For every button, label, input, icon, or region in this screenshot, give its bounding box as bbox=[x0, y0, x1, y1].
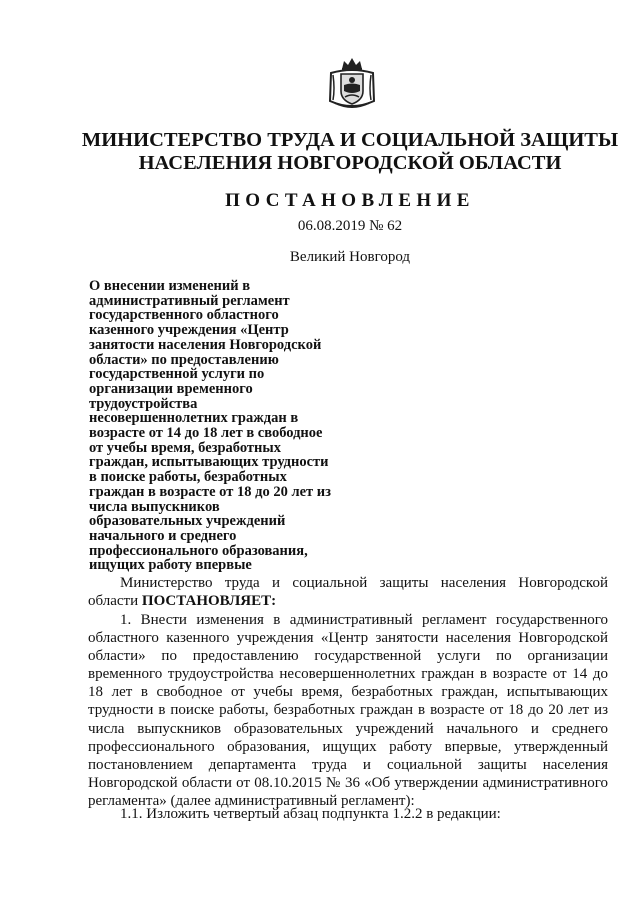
decree-keyword: ПОСТАНОВЛЯЕТ: bbox=[141, 593, 277, 610]
coat-of-arms-icon bbox=[327, 55, 377, 111]
city: Великий Новгород bbox=[289, 249, 411, 265]
document-type-title: ПОСТАНОВЛЕНИЕ bbox=[225, 190, 475, 211]
item-1-paragraph: 1. Внести изменения в административный регламент государственного областного казенного учреждения «Центр занятости населения Новгородской области» по предоставлению государственной услуги по организации временного трудоустройства несовершеннолетних граждан в возрасте от 14 до 18 лет в свободное от учебы время, безработных граждан, испытывающих трудности в поиске работы, безработных граждан в возрасте от 18 до 20 лет из числа выпускников образовательных учреждений начального и среднего профессионального образования, ищущих работу впервые, утвержденный постановлением департамента труда и социальной защиты населения Новгородской области от 08.10.2015 № 36 «Об утверждении административного регламента» (далее административный регламент): bbox=[88, 612, 608, 809]
ministry-name bbox=[60, 129, 640, 175]
ministry-line-2: НАСЕЛЕНИЯ НОВГОРОДСКОЙ ОБЛАСТИ bbox=[138, 152, 562, 174]
subject-heading: О внесении изменений в административный регламент государственного областного казенного учреждения «Центр занятости населения Новгородской области» по предоставлению государственной услуги по организации временного трудоустройства несовершеннолетних граждан в возрасте от 14 до 18 лет в свободное от учебы время, безработных граждан, испытывающих трудности в поиске работы, безработных граждан в возрасте от 18 до 20 лет из числа выпускников образовательных учреждений начального и среднего профессионального образования, ищущих работу впервые bbox=[89, 278, 331, 574]
date-and-number: 06.08.2019 № 62 bbox=[297, 218, 403, 234]
intro-paragraph bbox=[88, 574, 608, 610]
intro-text: Министерство труда и социальной защиты населения Новгородской области bbox=[88, 575, 608, 610]
ministry-line-1: МИНИСТЕРСТВО ТРУДА И СОЦИАЛЬНОЙ ЗАЩИТЫ bbox=[81, 129, 619, 151]
item-1-1-paragraph: 1.1. Изложить четвертый абзац подпункта 1.2.2 в редакции: bbox=[120, 806, 501, 822]
